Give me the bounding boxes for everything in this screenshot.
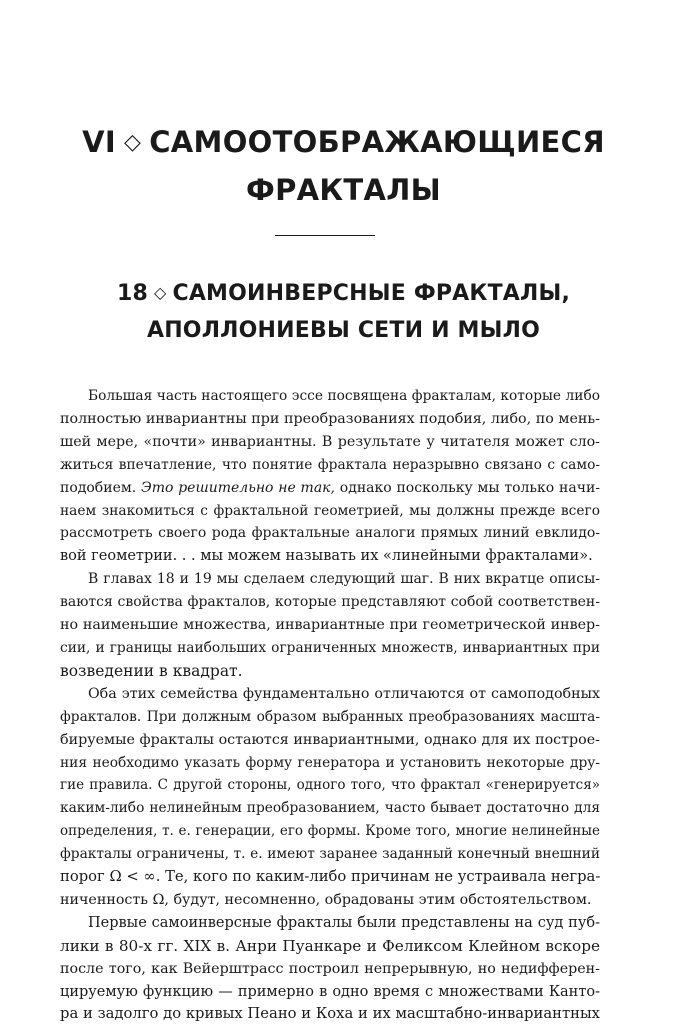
text-line: вой геометрии. . . мы можем называть их «линейными фракталами». <box>60 548 593 565</box>
part-title <box>0 120 687 212</box>
text-line: ниченность Ω, будут, несомненно, обрадованы этим обстоятельством. <box>60 891 592 908</box>
text-line: шей мере, «почти» инвариантны. В результате у читателя может сло- <box>60 433 600 450</box>
chapter-number: 18 <box>116 281 148 306</box>
text-line: но наименьшие множества, инвариантные при геометрической инвер- <box>60 617 600 634</box>
text-line: бируемые фракталы остаются инвариантными, однако для их построе- <box>60 731 600 748</box>
text-line: житься впечатление, что понятие фрактала неразрывно связано с само- <box>60 456 600 473</box>
text-line: Большая часть настоящего эссе посвящена фракталам, которые либо <box>88 388 600 404</box>
text-line: определения, т. е. генерации, его формы. Кроме того, многие нелинейные <box>60 823 600 840</box>
text-fragment: однако поскольку мы только начи- <box>339 479 601 496</box>
part-title-line-1 <box>0 120 687 168</box>
text-line: Первые самоинверсные фракталы были представлены на суд пуб- <box>88 914 600 931</box>
chapter-title-line-1 <box>0 276 687 313</box>
chapter-title <box>0 276 687 349</box>
emphasis-text: Это решительно не так, <box>141 479 335 496</box>
paragraph-2 <box>60 568 600 683</box>
text-line: цируемую функцию — примерно в одно время с множествами Канто- <box>60 983 600 1000</box>
body-text <box>60 385 600 1026</box>
diamond-icon: ◇ <box>153 283 167 302</box>
text-line: лики в 80-х гг. XIX в. Анри Пуанкаре и Феликсом Клейном вскоре <box>60 936 600 955</box>
text-line: полностью инвариантны при преобразованиях подобия, либо, по мень- <box>60 410 600 427</box>
text-line: фракталы ограничены, т. е. имеют заранее заданный конечный внешний <box>60 846 600 863</box>
part-title-text-1: САМООТОБРАЖАЮЩИЕСЯ <box>149 125 605 159</box>
section-divider <box>275 235 375 236</box>
text-line: фракталов. При должным образом выбранных преобразованиях масшта- <box>60 708 600 725</box>
text-line: после того, как Вейерштрасс построил непрерывную, но недифферен- <box>60 960 600 977</box>
text-line: ра и задолго до кривых Пеано и Коха и их масштабно-инвариантных <box>60 1005 600 1023</box>
chapter-title-line-2: АПОЛЛОНИЕВЫ СЕТИ И МЫЛО <box>146 318 541 343</box>
chapter-title-text-1: САМОИНВЕРСНЫЕ ФРАКТАЛЫ, <box>172 281 571 306</box>
text-line-with-emphasis <box>60 477 600 500</box>
text-line: порог Ω < ∞. Те, кого по каким-либо причинам не устраивала негра- <box>60 868 601 886</box>
part-title-line-2: ФРАКТАЛЫ <box>246 173 441 207</box>
text-line: каким-либо нелинейным преобразованием, часто бывает достаточно для <box>60 800 600 817</box>
text-line: гие правила. С другой стороны, одного того, что фрактал «генерируется» <box>60 777 600 794</box>
text-line: ния необходимо указать форму генератора и установить некоторые дру- <box>60 754 600 771</box>
text-line: Оба этих семейства фундаментально отличаются от самоподобных <box>88 685 600 702</box>
paragraph-4 <box>60 912 600 1026</box>
text-line: В главах 18 и 19 мы сделаем следующий шаг. В них вкратце описы- <box>88 571 600 588</box>
text-line: наем знакомиться с фрактальной геометрией, мы должны прежде всего <box>60 502 600 519</box>
text-fragment: подобием. <box>60 479 137 496</box>
diamond-icon: ◇ <box>123 130 142 155</box>
part-number: VI <box>82 125 116 159</box>
text-line: ваются свойства фракталов, которые представляют собой соответствен- <box>60 594 600 611</box>
text-line: рассмотреть своего рода фрактальные аналоги прямых линий евклидо- <box>60 525 600 542</box>
text-line: сии, и границы наибольших ограниченных множеств, инвариантных при <box>60 639 600 656</box>
paragraph-1 <box>60 385 600 568</box>
text-line: возведении в квадрат. <box>60 661 243 680</box>
paragraph-3 <box>60 683 600 912</box>
